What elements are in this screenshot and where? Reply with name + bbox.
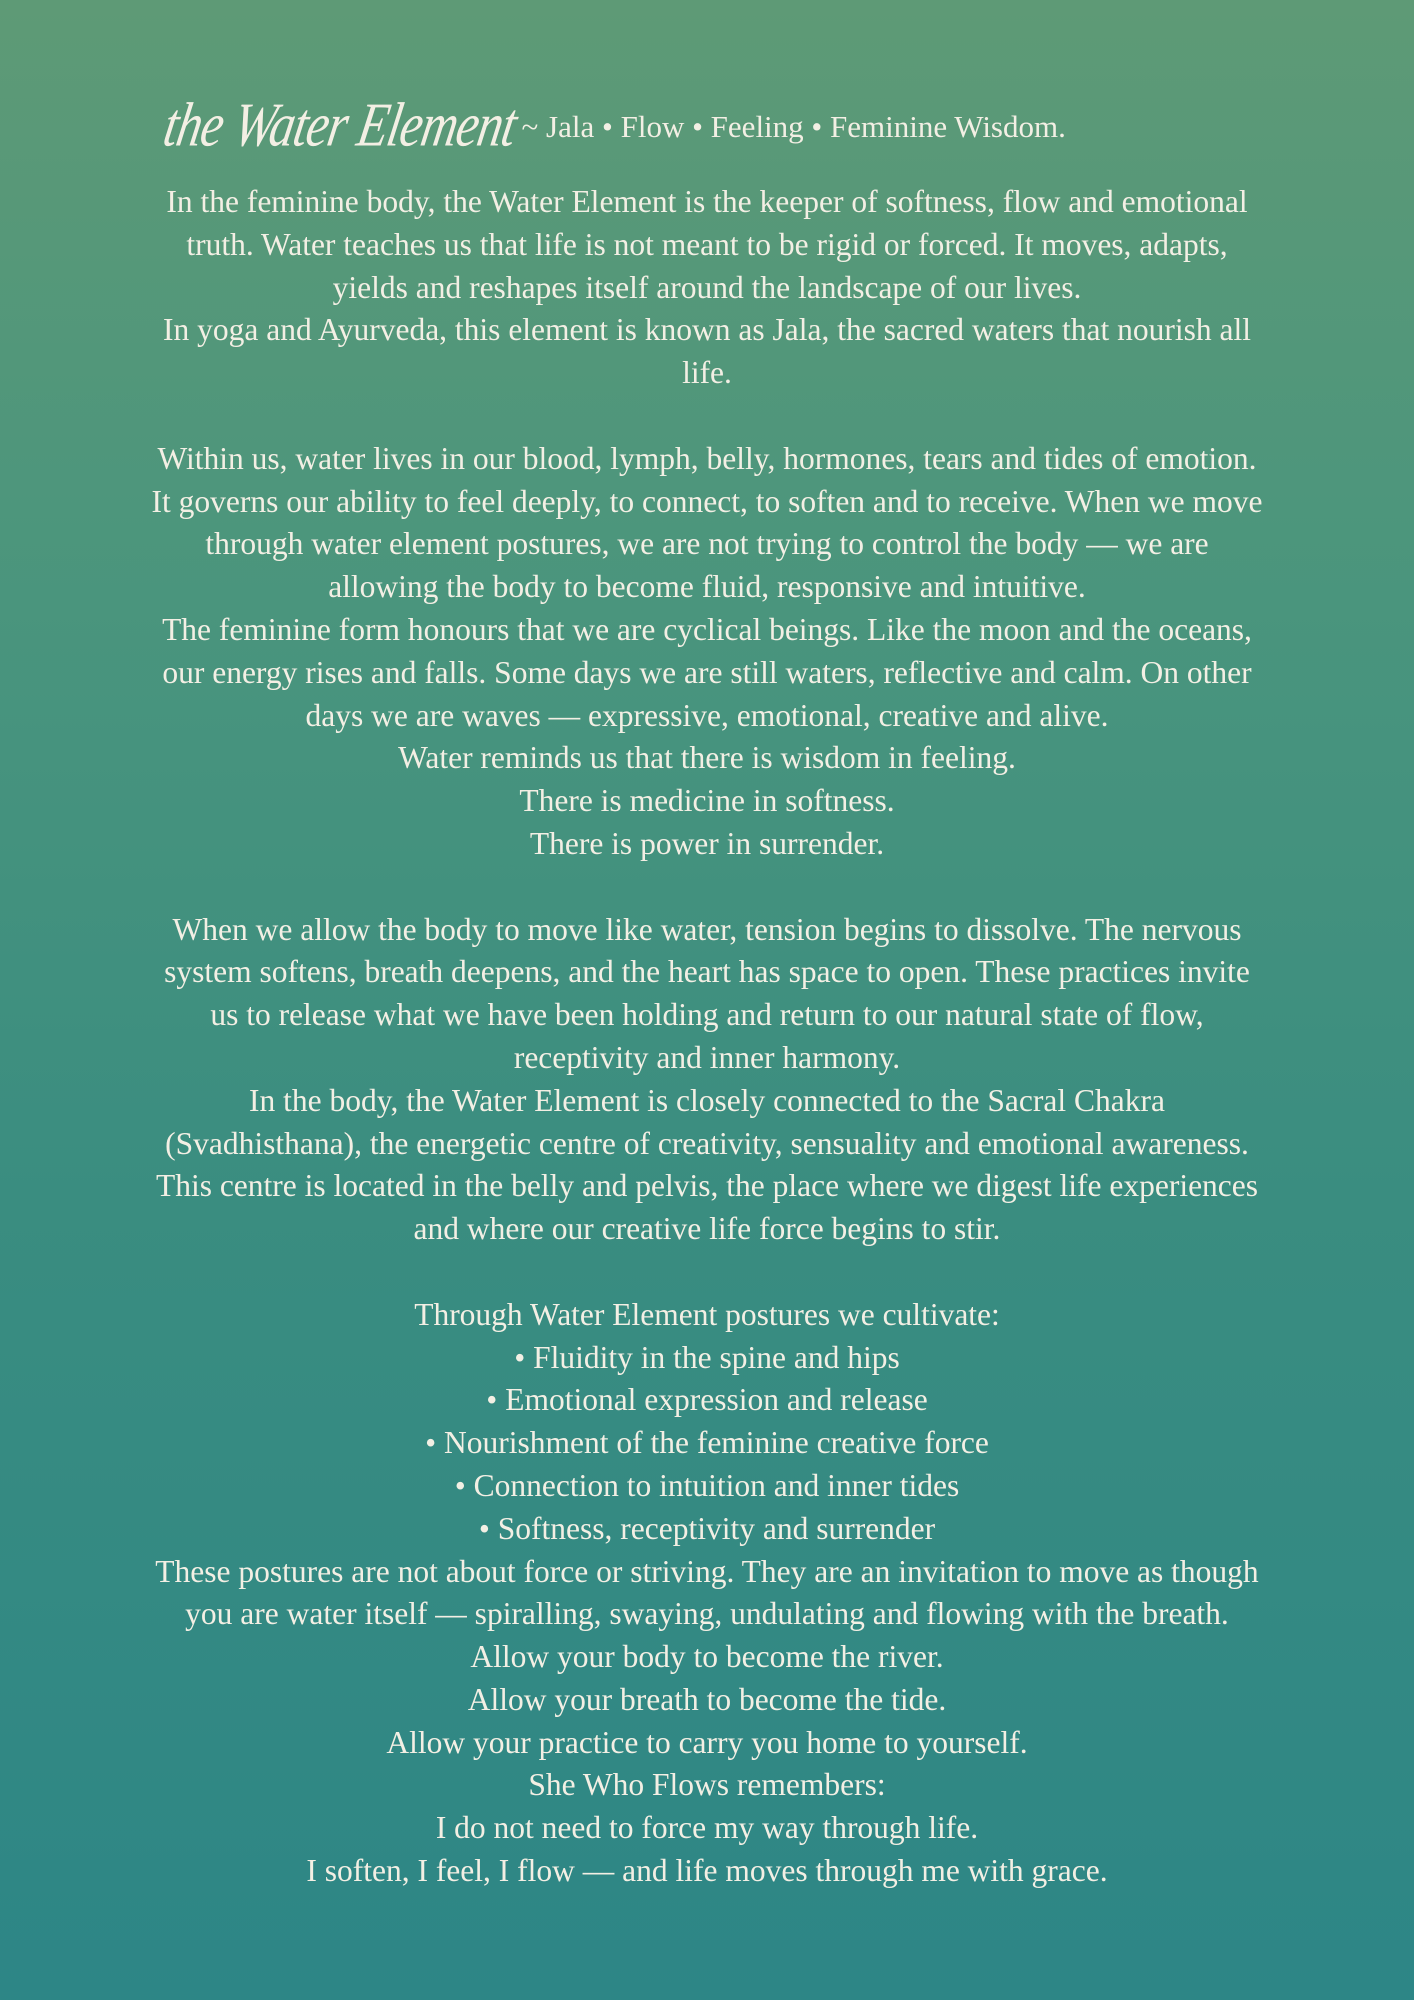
list-heading: Through Water Element postures we cultivate:: [414, 1296, 1000, 1332]
paragraph: In the feminine body, the Water Element is the keeper of softness, flow and emotional truth. Water teaches us that life is not meant to be rigid or forced. It moves, adapts, yields and reshapes itself around the landscape of our lives.: [166, 184, 1248, 305]
paragraph: The feminine form honours that we are cyclical beings. Like the moon and the oceans, our energy rises and falls. Some days we are still waters, reflective and calm. On other days we are waves — expressive, emotional, creative and alive.: [162, 611, 1252, 733]
paragraph: Water reminds us that there is wisdom in feeling.: [398, 740, 1016, 776]
paragraph: In yoga and Ayurveda, this element is known as Jala, the sacred waters that nourish all life.: [163, 312, 1251, 391]
affirmation-line: Allow your breath to become the tide.: [467, 1681, 947, 1717]
list-item: • Emotional expression and release: [486, 1382, 928, 1418]
page-subtitle: ~ Jala • Flow • Feeling • Feminine Wisdom.: [521, 108, 1066, 144]
paragraph: Within us, water lives in our blood, lymph, belly, hormones, tears and tides of emotion. It governs our ability to feel deeply, to connect, to soften and to receive. When we move through water element postures, we are not trying to control the body — we are allowing the body to become fluid, responsive and intuitive.: [151, 440, 1263, 605]
paragraph: These postures are not about force or striving. They are an invitation to move as though you are water itself — spiralling, swaying, undulating and flowing with the breath.: [155, 1553, 1259, 1632]
list-item: • Softness, receptivity and surrender: [478, 1510, 936, 1546]
affirmation-line: Allow your practice to carry you home to yourself.: [386, 1724, 1028, 1760]
list-item: • Connection to intuition and inner tides: [454, 1467, 960, 1503]
paragraph-spacer: [150, 1251, 1264, 1294]
body-text: [150, 181, 1264, 1893]
list-item: • Fluidity in the spine and hips: [514, 1339, 900, 1375]
affirmation-line: I soften, I feel, I flow — and life moves through me with grace.: [306, 1853, 1108, 1889]
affirmation-line: I do not need to force my way through life.: [435, 1810, 979, 1846]
paragraph: When we allow the body to move like water, tension begins to dissolve. The nervous system softens, breath deepens, and the heart has space to open. These practices invite us to release what we have been holding and return to our natural state of flow, receptivity and inner harmony.: [164, 911, 1250, 1075]
affirmation-line: She Who Flows remembers:: [528, 1767, 886, 1803]
page-header: [158, 88, 1066, 160]
paragraph: There is medicine in softness.: [519, 783, 895, 819]
affirmation-line: Allow your body to become the river.: [470, 1639, 944, 1675]
paragraph: There is power in surrender.: [529, 825, 885, 861]
paragraph: In the body, the Water Element is closely connected to the Sacral Chakra (Svadhisthana), the energetic centre of creativity, sensuality and emotional awareness. This centre is located in the belly and pelvis, the place where we digest life experiences and where our creative life force begins to stir.: [155, 1082, 1259, 1247]
list-item: • Nourishment of the feminine creative force: [425, 1425, 989, 1461]
script-title: the Water Element: [158, 89, 522, 159]
paragraph-spacer: [150, 866, 1264, 909]
paragraph-spacer: [150, 395, 1264, 438]
